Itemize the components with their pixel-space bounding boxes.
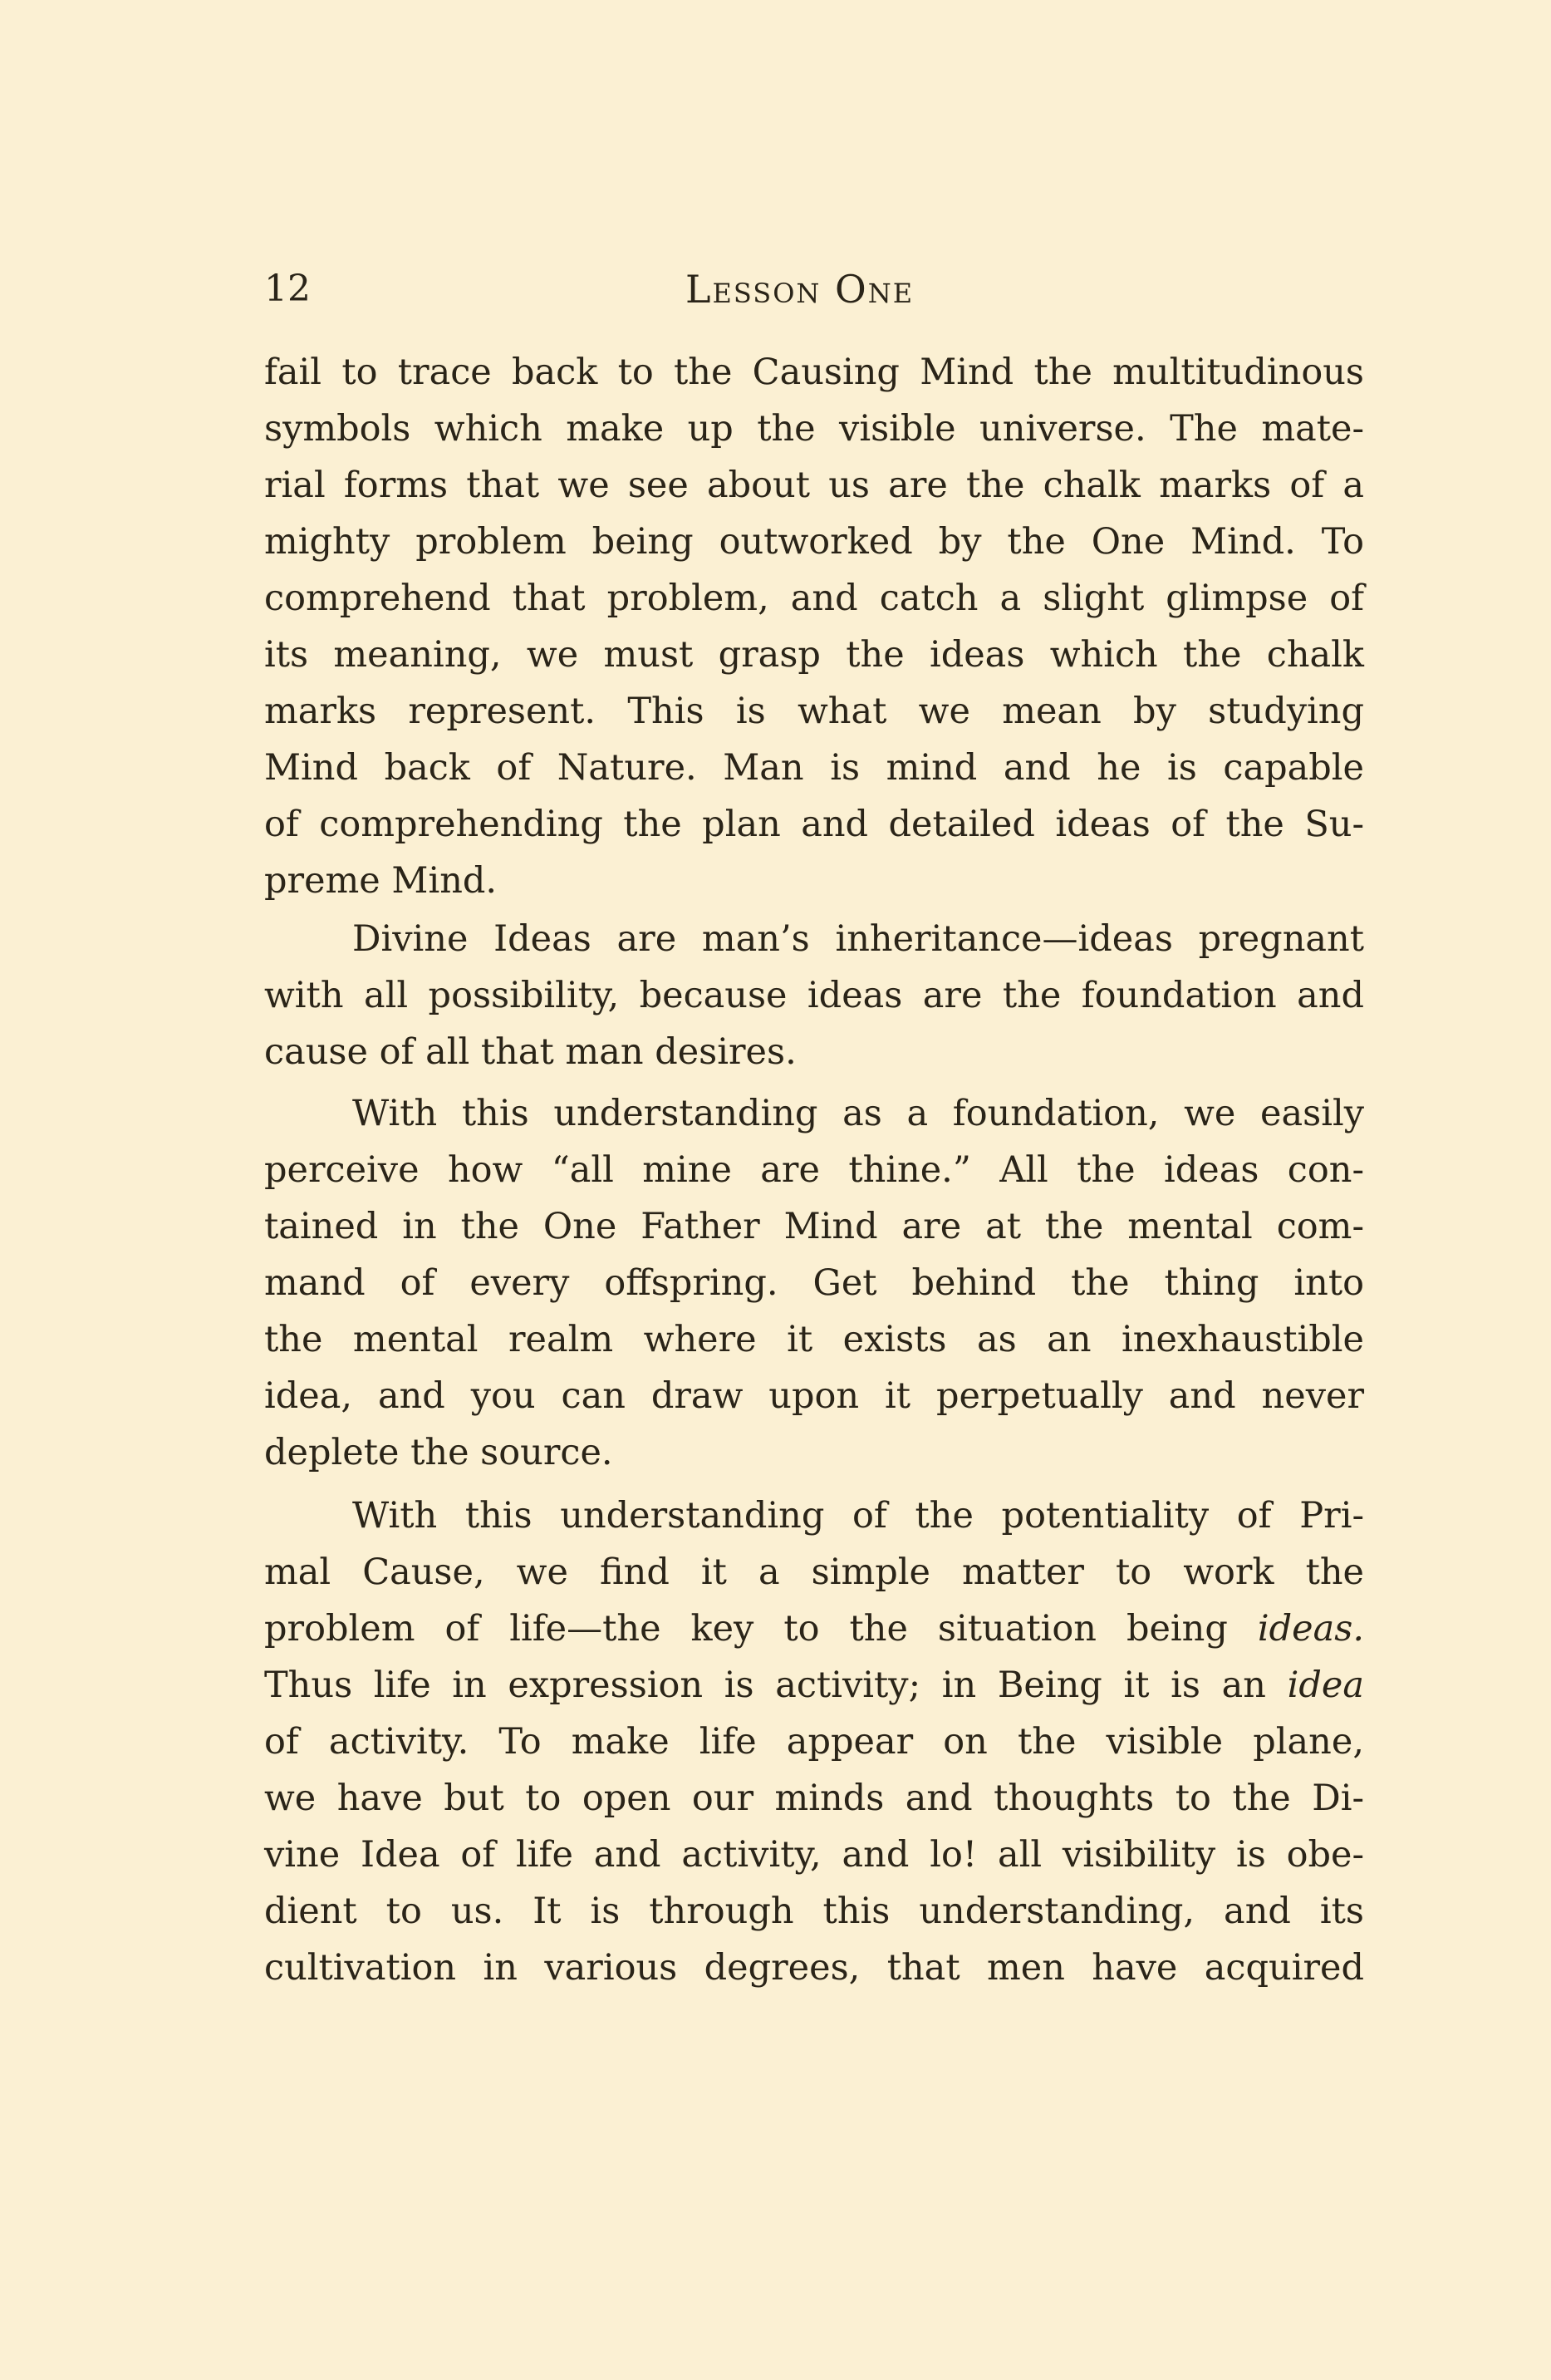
italic-word: ideas.	[1257, 1608, 1364, 1650]
text-line: Divine Ideas are man’s inheritance—ideas pregnant	[352, 918, 1364, 960]
text-line: deplete the source.	[264, 1432, 613, 1473]
text-line: With this understanding as a foundation, we easily	[352, 1093, 1364, 1134]
text-line: cause of all that man desires.	[264, 1031, 797, 1073]
text-line: perceive how “all mine are thine.” All the ideas con-	[264, 1149, 1364, 1191]
text-line: marks represent. This is what we mean by studying	[264, 691, 1364, 732]
text-line: Mind back of Nature. Man is mind and he is capable	[264, 747, 1364, 789]
text-line: its meaning, we must grasp the ideas which the chalk	[264, 634, 1364, 676]
text-line: cultivation in various degrees, that men have acquired	[264, 1947, 1364, 1989]
text-line: preme Mind.	[264, 860, 498, 902]
text-line: dient to us. It is through this understanding, and its	[264, 1891, 1364, 1932]
text-line: rial forms that we see about us are the chalk marks of a	[264, 465, 1364, 506]
italic-word: idea	[1287, 1665, 1364, 1706]
text-line: With this understanding of the potentiality of Pri-	[352, 1495, 1364, 1537]
text-span: problem of life—the key to the situation being	[264, 1608, 1258, 1650]
text-line: fail to trace back to the Causing Mind the multitudinous	[264, 352, 1364, 393]
text-line: of activity. To make life appear on the visible plane,	[264, 1721, 1364, 1763]
text-line: mal Cause, we find it a simple matter to work the	[264, 1551, 1364, 1593]
text-line: tained in the One Father Mind are at the mental com-	[264, 1206, 1364, 1247]
text-line: comprehend that problem, and catch a slight glimpse of	[264, 578, 1364, 619]
text-line: vine Idea of life and activity, and lo! all visibility is obe-	[264, 1834, 1364, 1876]
running-head: Lesson One	[685, 267, 915, 312]
text-line: mand of every offspring. Get behind the thing into	[264, 1262, 1364, 1304]
text-line: symbols which make up the visible universe. The mate-	[264, 408, 1364, 450]
text-line: we have but to open our minds and thoughts to the Di-	[264, 1778, 1364, 1819]
page-number: 12	[264, 268, 311, 310]
text-line	[264, 1601, 1364, 1657]
text-line: with all possibility, because ideas are the foundation and	[264, 975, 1364, 1016]
text-line: of comprehending the plan and detailed ideas of the Su-	[264, 804, 1364, 845]
text-span: Thus life in expression is activity; in Being it is an	[264, 1665, 1288, 1706]
text-line: mighty problem being outworked by the One Mind. To	[264, 521, 1364, 563]
text-line: the mental realm where it exists as an inexhaustible	[264, 1319, 1364, 1360]
text-line: idea, and you can draw upon it perpetually and never	[264, 1375, 1364, 1417]
text-line	[264, 1657, 1364, 1714]
